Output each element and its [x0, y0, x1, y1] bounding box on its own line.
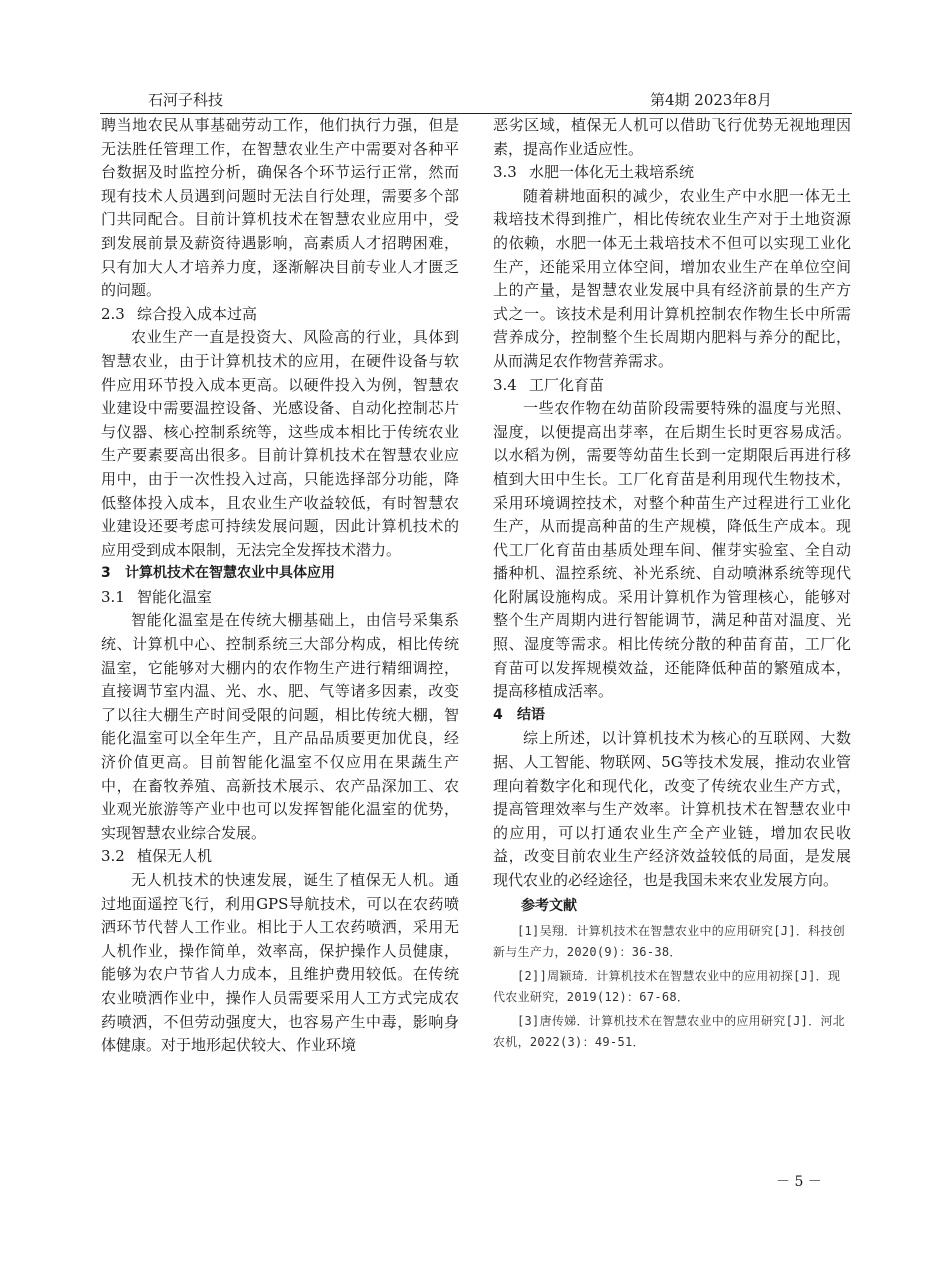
- reference-item: [2]]周颖琦．计算机技术在智慧农业中的应用初探[J]．现代农业研究，2019(12)：67-68．: [493, 969, 841, 1005]
- paragraph-greenhouse: 智能化温室是在传统大棚基础上，由信号采集系统、计算机中心、控制系统三大部分构成，相比传统温室，它能够对大棚内的农作物生产进行精细调控，直接调节室内温、光、水、肥、气等诸多因素，改变了以往大棚生产时间受限的问题，相比传统大棚，智能化温室可以全年生产，且产品品质要更加优良，经济价值更高。目前智能化温室不仅应用在果蔬生产中，在畜牧养殖、高新技术展示、农产品深加工、农业观光旅游等产业中也可以发挥智能化温室的优势，实现智慧农业综合发展。: [101, 611, 459, 842]
- paragraph-hydroponics: 随着耕地面积的减少，农业生产中水肥一体无土栽培技术得到推广，相比传统农业生产对于土地资源的依赖，水肥一体无土栽培技术不但可以实现工业化生产，还能采用立体空间，增加农业生产在单位空间上的产量，是智慧农业发展中具有经济前景的生产方式之一。该技术是利用计算机控制农作物生长中所需营养成分，控制整个生长周期内肥料与养分的配比，从而满足农作物营养需求。: [493, 186, 851, 370]
- paragraph-continued: 恶劣区域，植保无人机可以借助飞行优势无视地理因素，提高作业适应性。: [493, 116, 851, 158]
- section-heading-2-3: [101, 303, 459, 327]
- page-number: － 5 －: [776, 1174, 822, 1190]
- section-title: 计算机技术在智慧农业中具体应用: [125, 565, 335, 582]
- section-heading-3-2: [101, 845, 459, 869]
- section-title: 植保无人机: [137, 847, 213, 866]
- paragraph-conclusion: 综上所述，以计算机技术为核心的互联网、大数据、人工智能、物联网、5G等技术发展，推动农业管理向着数字化和现代化，改变了传统农业生产方式，提高管理效率与生产效率。计算机技术在智慧农业中的应用，可以打通农业生产全产业链，增加农民收益，改变目前农业生产经济效益较低的局面，是发展现代农业的必经途径，也是我国未来农业发展方向。: [493, 729, 851, 889]
- paragraph-cost: 农业生产一直是投资大、风险高的行业，具体到智慧农业，由于计算机技术的应用，在硬件设备与软件应用环节投入成本更高。以硬件投入为例，智慧农业建设中需要温控设备、光感设备、自动化控制芯片与仪器、核心控制系统等，这些成本相比于传统农业生产要素要高出很多。目前计算机技术在智慧农业应用中，由于一次性投入过高，只能选择部分功能，降低整体投入成本，且农业生产收益较低，有时智慧农业建设还要考虑可持续发展问题，因此计算机技术的应用受到成本限制，无法完全发挥技术潜力。: [101, 328, 459, 559]
- section-number: 4: [493, 706, 503, 723]
- issue-date: 第4期 2023年8月: [649, 91, 772, 109]
- section-number: 2.3: [101, 304, 125, 323]
- section-title: 智能化温室: [137, 587, 213, 606]
- journal-name: 石河子科技: [148, 91, 224, 109]
- section-number: 3.2: [101, 847, 125, 866]
- section-number: 3: [101, 565, 111, 582]
- section-heading-3-3: [493, 161, 851, 185]
- left-column: [101, 114, 459, 1058]
- section-heading-3-1: [101, 586, 459, 610]
- section-number: 3.3: [493, 163, 517, 182]
- section-title: 综合投入成本过高: [137, 304, 258, 323]
- references-heading: 参考文献: [521, 897, 577, 914]
- reference-item: [1]吴翔．计算机技术在智慧农业中的应用研究[J]．科技创新与生产力，2020(9)：36-38．: [493, 924, 846, 960]
- paragraph-continued: 聘当地农民从事基础劳动工作，他们执行力强，但是无法胜任管理工作，在智慧农业生产中需要对各种平台数据及时监控分析，确保各个环节运行正常，然而现有技术人员遇到问题时无法自行处理，需要多个部门共同配合。目前计算机技术在智慧农业应用中，受到发展前景及薪资待遇影响，高素质人才招聘困难，只有加大人才培养力度，逐渐解决目前专业人才匮乏的问题。: [101, 116, 459, 300]
- section-number: 3.4: [493, 375, 517, 394]
- running-header: [100, 87, 852, 113]
- right-column: [493, 114, 851, 1056]
- section-heading-3-4: [493, 374, 851, 398]
- paragraph-seedling: 一些农作物在幼苗阶段需要特殊的温度与光照、湿度，以便提高出芽率，在后期生长时更容易成活。以水稻为例，需要等幼苗生长到一定期限后再进行移植到大田中生长。工厂化育苗是利用现代生物技术，采用环境调控技术，对整个种苗生产过程进行工业化生产，从而提高种苗的生产规模，降低生产成本。现代工厂化育苗由基质处理车间、催芽实验室、全自动播种机、温控系统、补光系统、自动喷淋系统等现代化附属设施构成。采用计算机作为管理核心，能够对整个生产周期内进行智能调节，满足种苗对温度、光照、湿度等需求。相比传统分散的种苗育苗，工厂化育苗可以发挥规模效益，还能降低种苗的繁殖成本，提高移植成活率。: [493, 399, 851, 701]
- section-title: 结语: [517, 706, 545, 723]
- section-number: 3.1: [101, 587, 125, 606]
- section-title: 水肥一体化无土栽培系统: [529, 163, 695, 182]
- section-heading-4: [493, 704, 851, 728]
- section-heading-3: [101, 562, 459, 586]
- reference-item: [3]唐传娣．计算机技术在智慧农业中的应用研究[J]．河北农机，2022(3)：49-51．: [493, 1014, 846, 1050]
- paragraph-drone: 无人机技术的快速发展，诞生了植保无人机。通过地面遥控飞行，利用GPS导航技术，可以在农药喷洒环节代替人工作业。相比于人工农药喷洒，采用无人机作业，操作简单，效率高，保护操作人员健康，能够为农户节省人力成本，且维护费用较低。在传统农业喷洒作业中，操作人员需要采用人工方式完成农药喷洒，不但劳动强度大，也容易产生中毒，影响身体健康。对于地形起伏较大、作业环境: [101, 871, 459, 1055]
- section-title: 工厂化育苗: [529, 375, 605, 394]
